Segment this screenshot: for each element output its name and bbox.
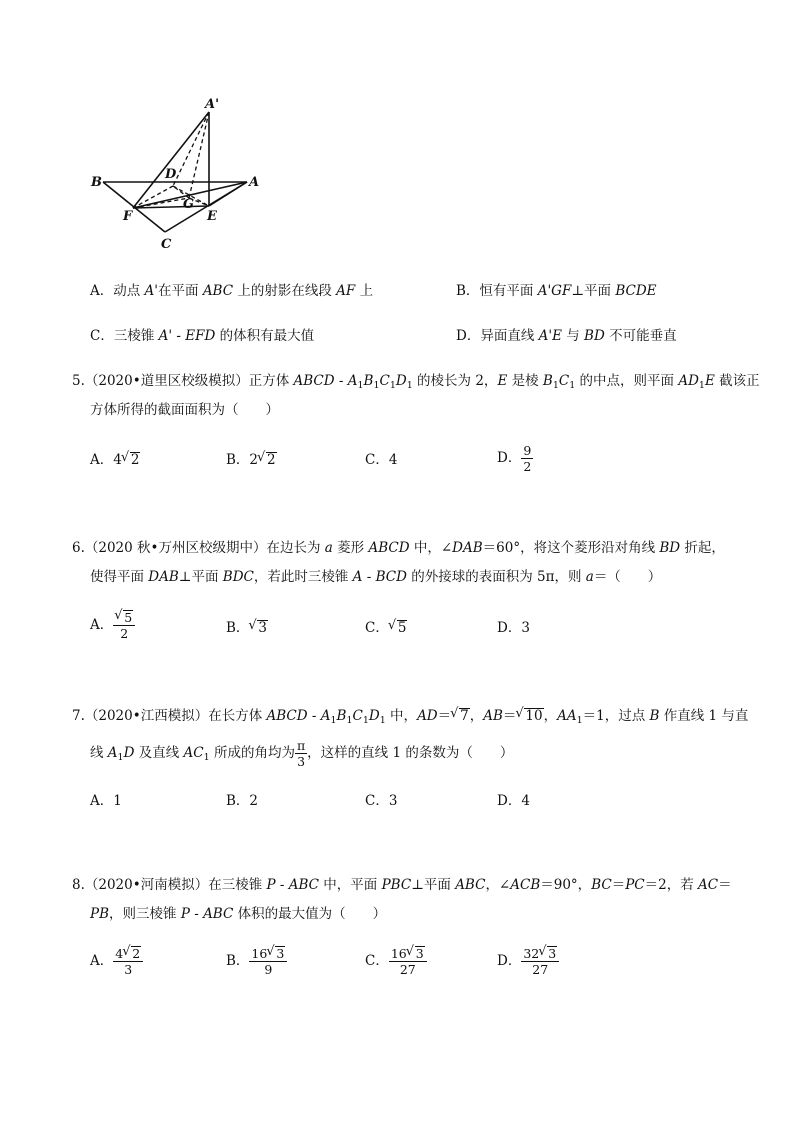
q7-option-c[interactable]: C．3 xyxy=(365,793,398,809)
q7-option-d[interactable]: D．4 xyxy=(497,793,530,809)
q6-option-b[interactable]: B．√ 3 xyxy=(226,618,268,638)
q5-option-a[interactable]: A．4√ 2 xyxy=(90,450,140,470)
label-F: F xyxy=(123,209,133,224)
label-A: A xyxy=(249,175,260,190)
q5-option-b[interactable]: B．2√ 2 xyxy=(226,450,277,470)
label-D: D xyxy=(165,167,177,182)
q8-text-line2: PB，则三棱锥 P - ABC 体积的最大值为（ ） xyxy=(90,906,387,922)
q6-text-line2: 使得平面 DAB⊥平面 BDC，若此时三棱锥 A - BCD 的外接球的表面积为 5π，则 a＝（ ） xyxy=(90,569,662,585)
q5-option-d[interactable]: D． $\frac{9}{2}$ xyxy=(497,443,532,474)
q6-text-line1: 6.（2020 秋•万州区校级期中）在边长为 a 菱形 ABCD 中，∠DAB＝60°，将这个菱形沿对角线 BD 折起， xyxy=(72,540,725,556)
label-C: C xyxy=(161,237,172,252)
q7-option-a[interactable]: A．1 xyxy=(90,793,122,809)
q6-option-c[interactable]: C．√ 5 xyxy=(365,618,407,638)
label-A-prime: A' xyxy=(205,97,220,112)
q8-option-c[interactable]: C． $\frac{16√ 3}{27}$ xyxy=(365,946,427,977)
q5-text-line2: 方体所得的截面面积为（ ） xyxy=(90,402,279,418)
label-G: G xyxy=(183,197,195,212)
q5-option-c[interactable]: C．4 xyxy=(365,452,398,468)
q5-text-line1: 5.（2020•道里区校级模拟）正方体 ABCD - $A_1B_1C_1D_1$ 的棱长为 2，E 是棱 $B_1C_1$ 的中点，则平面 $AD_1E$ 截该正 xyxy=(72,373,760,391)
edge-FE xyxy=(133,206,209,208)
q4-option-d[interactable]: D．异面直线 A'E 与 BD 不可能垂直 xyxy=(456,328,677,344)
q4-option-c[interactable]: C．三棱锥 A' - EFD 的体积有最大值 xyxy=(90,328,315,344)
label-B: B xyxy=(91,175,102,190)
q6-option-d[interactable]: D．3 xyxy=(497,620,530,636)
q8-option-a[interactable]: A． $\frac{4√ 2}{3}$ xyxy=(90,946,143,977)
pyramid-diagram xyxy=(85,96,275,261)
q6-option-a[interactable]: A． √ $\frac{5}{2}$ xyxy=(90,610,135,641)
q7-option-b[interactable]: B．2 xyxy=(226,793,259,809)
label-E: E xyxy=(207,209,217,224)
dash-DF xyxy=(133,186,173,208)
q8-option-d[interactable]: D． $\frac{32√ 3}{27}$ xyxy=(497,946,559,977)
q7-text-line1: 7.（2020•江西模拟）在长方体 ABCD - $A_1B_1C_1D_1$ 中，AD＝√ 7，AB＝√ 10，$AA_1=1$，过点 B 作直线 1 与直 xyxy=(72,706,732,726)
q4-option-b[interactable]: B．恒有平面 A'GF⊥平面 BCDE xyxy=(456,283,657,299)
geometry-figure xyxy=(85,96,275,261)
q4-option-a[interactable]: A．动点 A'在平面 ABC 上的射影在线段 AF 上 xyxy=(90,283,374,299)
dash-A-prime-D xyxy=(173,112,209,186)
q8-text-line1: 8.（2020•河南模拟）在三棱锥 P - ABC 中，平面 PBC⊥平面 ABC，∠ACB＝90°，BC＝PC＝2，若 AC＝ xyxy=(72,877,732,893)
q8-option-b[interactable]: B． $\frac{16√ 3}{9}$ xyxy=(226,946,287,977)
q7-text-line2: 线 $A_1D$ 及直线 $AC_1$ 所成的角均为 $\frac{\pi}{3}$ ，这样的直线 1 的条数为（ ） xyxy=(90,738,514,769)
